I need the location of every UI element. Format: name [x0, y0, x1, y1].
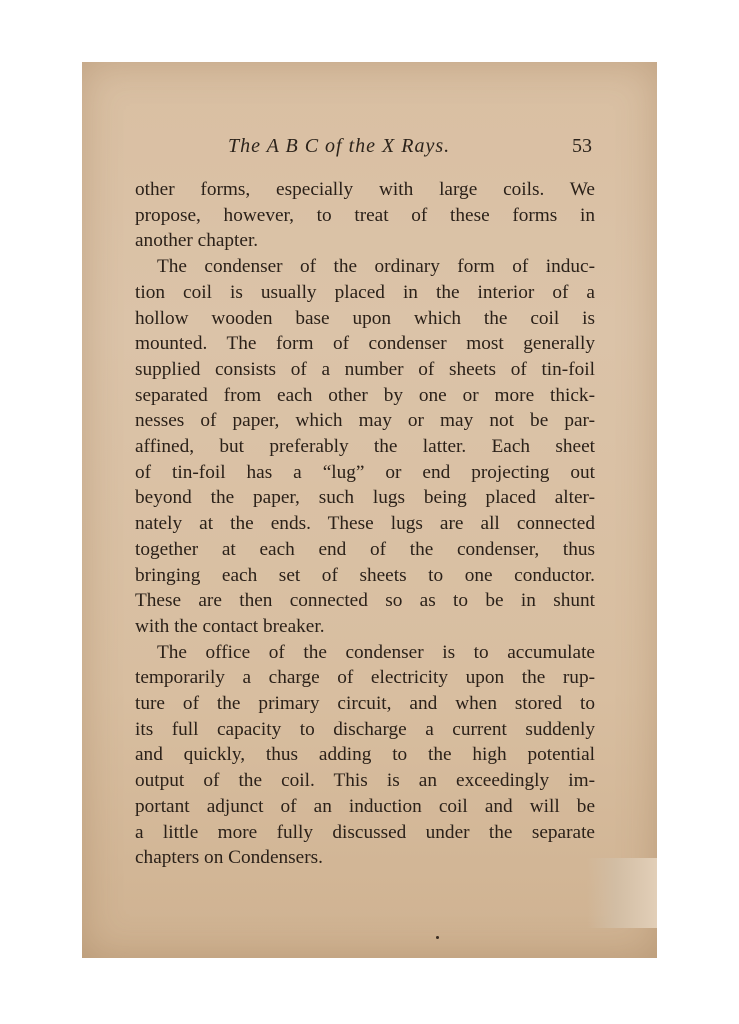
text-line: portant adjunct of an induction coil and will be: [135, 795, 595, 817]
text-line: temporarily a charge of electricity upon the rup-: [135, 667, 595, 689]
text-line: The office of the condenser is to accumulate: [157, 641, 595, 663]
text-line: separated from each other by one or more thick-: [135, 384, 595, 406]
text-line: other forms, especially with large coils. We: [135, 179, 595, 200]
text-line: beyond the paper, such lugs being placed alter-: [135, 487, 595, 509]
text-line: propose, however, to treat of these forms in: [135, 204, 595, 226]
text-line: supplied consists of a number of sheets of tin-foil: [135, 358, 595, 380]
text-line: hollow wooden base upon which the coil is: [135, 307, 595, 329]
text-line: its full capacity to discharge a current suddenly: [135, 718, 595, 740]
print-speck: [436, 936, 439, 939]
text-line: chapters on Condensers.: [135, 847, 323, 869]
text-line: affined, but preferably the latter. Each sheet: [135, 436, 595, 458]
text-line: mounted. The form of condenser most generally: [135, 333, 595, 355]
text-line: nately at the ends. These lugs are all connected: [135, 513, 595, 535]
text-line: together at each end of the condenser, thus: [135, 538, 595, 560]
text-line: nesses of paper, which may or may not be par-: [135, 410, 595, 432]
text-line: The condenser of the ordinary form of induc-: [157, 256, 595, 278]
text-line: output of the coil. This is an exceedingly im-: [135, 770, 595, 792]
text-line: and quickly, thus adding to the high potential: [135, 744, 595, 766]
running-header: [0, 135, 739, 165]
text-line: a little more fully discussed under the separate: [135, 821, 595, 843]
text-line: ture of the primary circuit, and when stored to: [135, 693, 595, 715]
running-title: The A B C of the X Rays.: [228, 135, 451, 157]
text-line: with the contact breaker.: [135, 615, 325, 637]
text-line: of tin-foil has a “lug” or end projecting out: [135, 461, 595, 483]
text-line: another chapter.: [135, 230, 259, 252]
text-line: tion coil is usually placed in the interior of a: [135, 281, 595, 303]
text-line: These are then connected so as to be in shunt: [135, 590, 595, 612]
page-number: 53: [572, 135, 592, 157]
text-line: bringing each set of sheets to one conductor.: [135, 564, 595, 586]
body-text: [135, 177, 595, 871]
